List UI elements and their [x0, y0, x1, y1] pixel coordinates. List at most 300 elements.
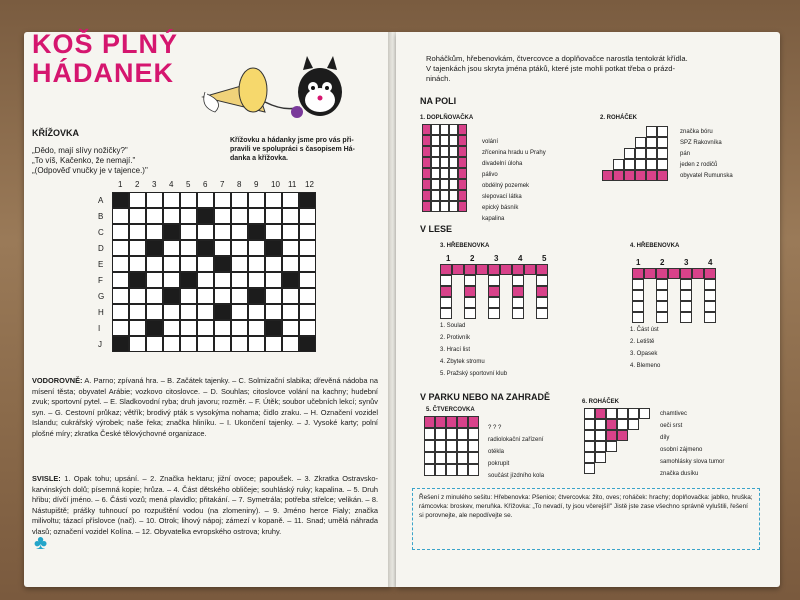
puzzle-cell [424, 464, 435, 476]
puzzle-cell [431, 190, 440, 201]
crossword-cell [214, 288, 231, 304]
row-letter: B [98, 212, 104, 221]
puzzle-cell [606, 408, 617, 419]
comb-number: 1 [636, 258, 641, 267]
crossword-cell [231, 240, 248, 256]
clue-line: oeči srst [660, 423, 683, 429]
crossword-cell [163, 240, 180, 256]
puzzle-cell [657, 148, 668, 159]
intro-line: pravili ve spolupráci s časopisem Há- [230, 146, 355, 153]
crossword-cell [248, 336, 265, 352]
crossword-cell [265, 224, 282, 240]
crossword-cell [231, 192, 248, 208]
puzzle-cell [458, 135, 467, 146]
puzzle-cell [435, 416, 446, 428]
crossword-cell [146, 272, 163, 288]
crossword-cell [163, 320, 180, 336]
crossword-cell [180, 272, 197, 288]
column-number: 3 [152, 180, 157, 189]
comb-number: 1 [446, 254, 451, 263]
clue-line: pán [680, 151, 691, 157]
puzzle-cell [435, 428, 446, 440]
puzzle-5-clues [488, 424, 544, 484]
puzzle-cell [704, 279, 716, 290]
puzzle-cell [632, 279, 644, 290]
crossword-cell [231, 304, 248, 320]
crossword-cell [248, 192, 265, 208]
crossword-cell [197, 272, 214, 288]
down-text: 1. Opak tohu; upsání. – 2. Značka hektaru; jižní ovoce; papoušek. – 3. Zkratka Ostravsko-karvinských dolů; písemná kopie; hrůza. – 4. Část dětského obličeje; souhláský ruky; kapalina. – 5. Druh hřibu; dívčí jméno. – 6. Části vozů; mená plavidlo; přitakání. – 7. Symetrála; potřeba střelce; velikán. – 8. Nástupiště; prášky tuhnoucí po rozpuštění vodou (na zlomeniny). – 9. Jméno herce Fialy; značka milivoltu; tázací příslovce (nač). – 10. Otrok; lihový nápoj; zámezí v kopaně. – 11. Snad; umělá náhrada vlasů; označení vozidel Kolína. – 12. Obyvatelka evropského ostrova; kruhy. [32, 474, 378, 536]
crossword-cell [146, 224, 163, 240]
puzzle-cell [617, 419, 628, 430]
puzzle-2-title: 2. ROHÁČEK [600, 115, 638, 121]
puzzle-cell [617, 430, 628, 441]
puzzle-cell [680, 268, 692, 279]
puzzle-cell [536, 275, 548, 286]
puzzle-cell [440, 275, 452, 286]
puzzle-cell [536, 286, 548, 297]
puzzle-cell [584, 430, 595, 441]
puzzle-cell [606, 419, 617, 430]
puzzle-cell [617, 408, 628, 419]
puzzle-cell [646, 126, 657, 137]
clue-line: pokrupit [488, 461, 510, 467]
clue-line: divadelní úloha [482, 161, 523, 167]
clue-line: ? ? ? [488, 425, 502, 431]
clue-line: díly [660, 435, 670, 441]
column-number: 7 [220, 180, 225, 189]
puzzle-cell [632, 290, 644, 301]
crossword-cell [197, 304, 214, 320]
puzzle-cell [440, 308, 452, 319]
puzzle-cell [656, 301, 668, 312]
row-letter: F [98, 276, 103, 285]
puzzle-cell [468, 452, 479, 464]
row-letter: I [98, 324, 101, 333]
column-number: 8 [237, 180, 242, 189]
comb-number: 2 [660, 258, 665, 267]
comb-number: 3 [684, 258, 689, 267]
crossword-cell [299, 320, 316, 336]
puzzle-cell [431, 135, 440, 146]
clue-line: slepovací látka [482, 194, 522, 200]
row-letter: D [98, 244, 104, 253]
crossword-cell [248, 208, 265, 224]
crossword-cell [197, 288, 214, 304]
puzzle-cell [595, 452, 606, 463]
crossword-cell [282, 224, 299, 240]
section-v-lese: V LESE [420, 224, 453, 234]
crossword-cell [282, 320, 299, 336]
crossword-cell [129, 320, 146, 336]
puzzle-cell [464, 308, 476, 319]
crossword-cell [214, 192, 231, 208]
puzzle-cell [464, 297, 476, 308]
puzzle-1-clues [482, 138, 546, 226]
comb-number: 4 [518, 254, 523, 263]
crossword-cell [146, 304, 163, 320]
puzzle-cell [624, 159, 635, 170]
puzzle-cell [656, 268, 668, 279]
crossword-cell [265, 320, 282, 336]
clue-line: 4. Zbytek stromu [440, 359, 485, 365]
crossword-cell [248, 288, 265, 304]
puzzle-cell [704, 312, 716, 323]
crossword-cell [146, 288, 163, 304]
puzzle-cell [635, 170, 646, 181]
puzzle-cell [431, 157, 440, 168]
comb-number: 3 [494, 254, 499, 263]
puzzle-cell [704, 290, 716, 301]
puzzle-3-title: 3. HŘEBENOVKA [440, 243, 490, 249]
puzzle-cell [656, 312, 668, 323]
column-number: 5 [186, 180, 191, 189]
puzzle-6-title: 6. ROHÁČEK [582, 399, 620, 405]
crossword-cell [282, 208, 299, 224]
puzzle-cell [449, 124, 458, 135]
crossword-cell [214, 224, 231, 240]
puzzle-cell [668, 268, 680, 279]
dialog-line: „(Odpověď vnučky je v tajence.)" [32, 166, 148, 175]
crossword-cell [163, 192, 180, 208]
puzzle-cell [440, 201, 449, 212]
crossword-cell [146, 192, 163, 208]
crossword-cell [129, 240, 146, 256]
puzzle-cell [584, 463, 595, 474]
puzzle-cell [422, 190, 431, 201]
crossword-cell [146, 208, 163, 224]
puzzle-cell [431, 201, 440, 212]
puzzle-cell [536, 308, 548, 319]
crossword-cell [163, 288, 180, 304]
puzzle-6-clues [660, 410, 724, 482]
puzzle-cell [500, 264, 512, 275]
puzzle-cell [422, 201, 431, 212]
crossword-cell [112, 224, 129, 240]
puzzle-cell [635, 148, 646, 159]
crossword-cell [231, 256, 248, 272]
puzzle-cell [512, 308, 524, 319]
puzzle-cell [624, 170, 635, 181]
puzzle-cell [457, 464, 468, 476]
clue-line: obdélný pozemek [482, 183, 530, 189]
across-clues [32, 376, 378, 439]
crossword-cell [163, 256, 180, 272]
crossword-cell [299, 272, 316, 288]
crossword-cell [248, 240, 265, 256]
crossword-cell [112, 208, 129, 224]
puzzle-cell [422, 135, 431, 146]
crossword-cell [197, 320, 214, 336]
crossword-cell [146, 240, 163, 256]
puzzle-cell [440, 146, 449, 157]
crossword-cell [282, 272, 299, 288]
column-number: 12 [305, 180, 314, 189]
comb-number: 5 [542, 254, 547, 263]
crossword-cell [299, 304, 316, 320]
puzzle-cell [488, 264, 500, 275]
crossword-cell [112, 304, 129, 320]
puzzle-cell [422, 124, 431, 135]
crossword-cell [299, 336, 316, 352]
puzzle-cell [680, 279, 692, 290]
dialog-text [32, 146, 202, 176]
puzzle-4-clues [630, 326, 660, 374]
puzzle-cell [449, 179, 458, 190]
clue-line: značka dusíku [660, 471, 699, 477]
puzzle-cell [646, 137, 657, 148]
crossword-cell [265, 192, 282, 208]
puzzle-cell [512, 275, 524, 286]
puzzle-cell [680, 290, 692, 301]
puzzle-cell [704, 268, 716, 279]
puzzle-cell [512, 286, 524, 297]
puzzle-cell [449, 157, 458, 168]
crossword-cell [180, 240, 197, 256]
puzzle-cell [632, 312, 644, 323]
puzzle-cell [468, 464, 479, 476]
puzzle-cell [646, 170, 657, 181]
title-line-2: HÁDANEK [32, 58, 174, 88]
clue-line: SPZ Rakovníka [680, 140, 722, 146]
clue-line: jeden z rodičů [680, 162, 718, 168]
puzzle-cell [657, 137, 668, 148]
crossword-cell [129, 288, 146, 304]
puzzle-cell [680, 312, 692, 323]
clue-line: samohlásky slova tumor [660, 459, 725, 465]
puzzle-cell [656, 290, 668, 301]
puzzle-cell [435, 440, 446, 452]
puzzle-cell [595, 430, 606, 441]
crossword-cell [214, 304, 231, 320]
crossword-cell [163, 224, 180, 240]
crossword-cell [180, 304, 197, 320]
puzzle-cell [488, 308, 500, 319]
puzzle-cell [704, 301, 716, 312]
across-label: VODOROVNĚ: [32, 376, 83, 385]
puzzle-cell [657, 126, 668, 137]
clue-line: 3. Hrací list [440, 347, 471, 353]
crossword-cell [214, 256, 231, 272]
puzzle-cell [464, 275, 476, 286]
puzzle-cell [457, 428, 468, 440]
puzzle-cell [440, 190, 449, 201]
clue-line: obyvatel Rumunska [680, 173, 733, 179]
puzzle-cell [449, 168, 458, 179]
puzzle-cell [458, 146, 467, 157]
puzzle-cell [595, 419, 606, 430]
puzzle-cell [524, 264, 536, 275]
puzzle-cell [440, 157, 449, 168]
column-number: 9 [254, 180, 259, 189]
crossword-cell [214, 320, 231, 336]
comb-number: 4 [708, 258, 713, 267]
puzzle-1-title: 1. DOPLŇOVAČKA [420, 115, 474, 121]
puzzle-cell [440, 286, 452, 297]
clue-line: chamtivec [660, 411, 688, 417]
puzzle-cell [449, 201, 458, 212]
crossword-heading: KŘÍŽOVKA [32, 128, 79, 138]
puzzle-cell [431, 124, 440, 135]
crossword-cell [197, 256, 214, 272]
puzzle-cell [656, 279, 668, 290]
clue-line: zřícenina hradu u Prahy [482, 150, 546, 156]
puzzle-cell [435, 464, 446, 476]
crossword-cell [163, 208, 180, 224]
puzzle-cell [440, 124, 449, 135]
puzzle-cell [657, 170, 668, 181]
puzzle-cell [458, 201, 467, 212]
clue-line: značka bóru [680, 129, 713, 135]
solution-box [412, 488, 760, 550]
puzzle-cell [422, 179, 431, 190]
crossword-cell [282, 240, 299, 256]
crossword-cell [282, 336, 299, 352]
puzzle-cell [422, 157, 431, 168]
clue-line: radiolokační zařízení [488, 437, 544, 443]
column-number: 2 [135, 180, 140, 189]
crossword-cell [282, 256, 299, 272]
crossword-cell [265, 256, 282, 272]
puzzle-cell [440, 179, 449, 190]
column-number: 4 [169, 180, 174, 189]
puzzle-cell [606, 430, 617, 441]
crossword-cell [197, 192, 214, 208]
puzzle-cell [468, 440, 479, 452]
crossword-cell [197, 240, 214, 256]
puzzle-cell [452, 264, 464, 275]
puzzle-cell [613, 170, 624, 181]
puzzle-cell [424, 452, 435, 464]
intro-line: V tajenkách jsou skryta jména ptáků, které jste mohli potkat třeba o prázd- [426, 64, 676, 73]
puzzle-cell [657, 159, 668, 170]
crossword-cell [299, 256, 316, 272]
puzzle-cell [644, 268, 656, 279]
puzzle-cell [449, 190, 458, 201]
clue-line: 4. Blemeno [630, 363, 661, 369]
crossword-cell [214, 240, 231, 256]
clue-line: otékla [488, 449, 505, 455]
row-letter: G [98, 292, 105, 301]
crossword-cell [129, 336, 146, 352]
puzzle-cell [512, 264, 524, 275]
crossword-cell [112, 288, 129, 304]
crossword-cell [231, 272, 248, 288]
row-letter: J [98, 340, 102, 349]
puzzle-cell [458, 168, 467, 179]
row-letter: A [98, 196, 104, 205]
puzzle-cell [646, 148, 657, 159]
crossword-cell [129, 256, 146, 272]
puzzle-2-clues [680, 128, 733, 183]
puzzle-cell [464, 264, 476, 275]
crossword-cell [129, 224, 146, 240]
dialog-line: „Dědo, mají slívy nožičky?" [32, 146, 128, 155]
column-number: 11 [288, 180, 297, 189]
crossword-cell [265, 208, 282, 224]
puzzle-cell [440, 168, 449, 179]
puzzle-cell [458, 179, 467, 190]
clue-line: epický básník [482, 205, 519, 211]
row-letter: C [98, 228, 104, 237]
intro-line: Křížovku a hádanky jsme pro vás při- [230, 137, 354, 144]
puzzle-cell [457, 452, 468, 464]
puzzle-cell [440, 135, 449, 146]
puzzle-cell [446, 452, 457, 464]
puzzle-cell [628, 408, 639, 419]
puzzle-4-title: 4. HŘEBENOVKA [630, 243, 680, 249]
puzzle-cell [458, 157, 467, 168]
puzzle-cell [635, 137, 646, 148]
crossword-cell [197, 224, 214, 240]
crossword-cell [129, 272, 146, 288]
crossword-cell [214, 208, 231, 224]
puzzle-cell [635, 159, 646, 170]
puzzle-cell [458, 124, 467, 135]
crossword-cell [299, 192, 316, 208]
dialog-line: „To víš, Kačenko, že nemají." [32, 156, 136, 165]
crossword-cell [163, 304, 180, 320]
column-number: 1 [118, 180, 123, 189]
crossword-cell [180, 288, 197, 304]
crossword-cell [180, 192, 197, 208]
crossword-cell [282, 288, 299, 304]
puzzle-cell [464, 286, 476, 297]
crossword-cell [163, 336, 180, 352]
crossword-cell [299, 224, 316, 240]
crossword-cell [112, 256, 129, 272]
puzzle-cell [628, 419, 639, 430]
crossword-cell [129, 208, 146, 224]
crossword-cell [180, 256, 197, 272]
puzzle-cell [584, 441, 595, 452]
crossword-cell [180, 224, 197, 240]
clue-line: 3. Opasek [630, 351, 658, 357]
crossword-cell [265, 304, 282, 320]
intro-line: ninách. [426, 74, 451, 83]
puzzle-cell [680, 301, 692, 312]
puzzle-cell [584, 452, 595, 463]
crossword-cell [248, 256, 265, 272]
puzzle-cell [457, 416, 468, 428]
puzzle-cell [536, 264, 548, 275]
puzzle-cell [468, 416, 479, 428]
crossword-cell [112, 240, 129, 256]
row-letter: H [98, 308, 104, 317]
crossword-cell [299, 288, 316, 304]
puzzle-cell [458, 190, 467, 201]
clue-line: osobní zájmeno [660, 447, 703, 453]
crossword-cell [299, 240, 316, 256]
crossword-cell [248, 320, 265, 336]
crossword-cell [231, 208, 248, 224]
puzzle-cell [632, 268, 644, 279]
puzzle-cell [431, 179, 440, 190]
crossword-cell [214, 336, 231, 352]
crossword-cell [231, 224, 248, 240]
puzzle-cell [431, 168, 440, 179]
row-letter: E [98, 260, 104, 269]
puzzle-cell [424, 440, 435, 452]
puzzle-cell [639, 408, 650, 419]
puzzle-cell [440, 264, 452, 275]
crossword-cell [146, 320, 163, 336]
crossword-cell [129, 192, 146, 208]
crossword-cell [248, 272, 265, 288]
puzzle-cell [424, 416, 435, 428]
crossword-cell [265, 240, 282, 256]
crossword-cell [112, 336, 129, 352]
